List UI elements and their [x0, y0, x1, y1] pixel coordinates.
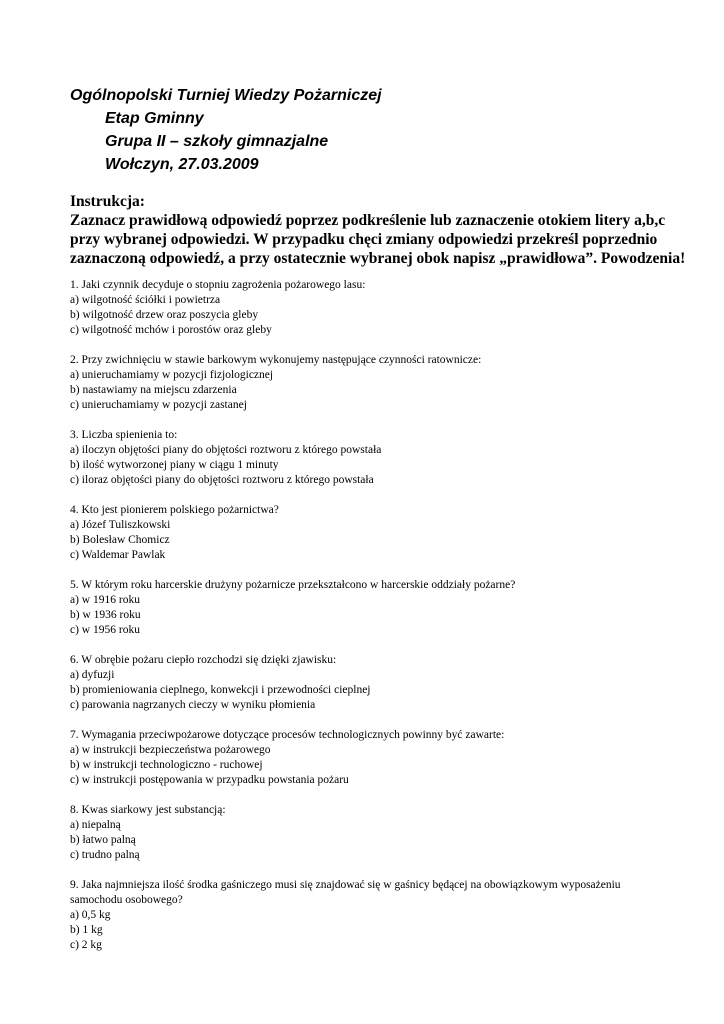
instructions-title: Instrukcja: — [70, 193, 145, 210]
answer-c[interactable]: c) Waldemar Pawlak — [70, 549, 166, 561]
answer-c[interactable]: c) w 1956 roku — [70, 624, 140, 636]
answer-c[interactable]: c) unieruchamiamy w pozycji zastanej — [70, 399, 247, 411]
answer-c[interactable]: c) w instrukcji postępowania w przypadku powstania pożaru — [70, 774, 349, 786]
answer-b[interactable]: b) promieniowania cieplnego, konwekcji i przewodności cieplnej — [70, 684, 371, 696]
answer-b[interactable]: b) Bolesław Chomicz — [70, 534, 170, 546]
instructions-line: zaznaczoną odpowiedź, a przy ostatecznie wybranej obok napisz „prawidłowa”. Powodzenia! — [70, 250, 686, 267]
header-place-date: Wołczyn, 27.03.2009 — [105, 156, 259, 173]
question-9 — [70, 878, 670, 953]
answer-b[interactable]: b) łatwo palną — [70, 834, 136, 846]
answer-a[interactable]: a) 0,5 kg — [70, 909, 111, 921]
question-text: 8. Kwas siarkowy jest substancją: — [70, 804, 226, 816]
answer-a[interactable]: a) niepalną — [70, 819, 121, 831]
question-3 — [70, 428, 670, 488]
header-group: Grupa II – szkoły gimnazjalne — [105, 133, 329, 150]
question-8 — [70, 803, 670, 863]
question-1 — [70, 278, 670, 338]
answer-c[interactable]: c) 2 kg — [70, 939, 102, 951]
answer-c[interactable]: c) iloraz objętości piany do objętości roztworu z którego powstała — [70, 474, 374, 486]
question-text: 7. Wymagania przeciwpożarowe dotyczące procesów technologicznych powinny być zawarte: — [70, 729, 505, 741]
header-title: Ogólnopolski Turniej Wiedzy Pożarniczej — [70, 87, 382, 104]
answer-b[interactable]: b) w instrukcji technologiczno - ruchowej — [70, 759, 263, 771]
document-header — [70, 84, 670, 176]
question-text: 6. W obrębie pożaru ciepło rozchodzi się dzięki zjawisku: — [70, 654, 337, 666]
answer-b[interactable]: b) w 1936 roku — [70, 609, 141, 621]
answer-b[interactable]: b) wilgotność drzew oraz poszycia gleby — [70, 309, 259, 321]
answer-a[interactable]: a) iloczyn objętości piany do objętości roztworu z którego powstała — [70, 444, 382, 456]
question-text: 1. Jaki czynnik decyduje o stopniu zagrożenia pożarowego lasu: — [70, 279, 366, 291]
question-5 — [70, 578, 670, 638]
question-2 — [70, 353, 670, 413]
answer-a[interactable]: a) Józef Tuliszkowski — [70, 519, 171, 531]
answer-a[interactable]: a) w instrukcji bezpieczeństwa pożarowego — [70, 744, 271, 756]
question-4 — [70, 503, 670, 563]
answer-c[interactable]: c) trudno palną — [70, 849, 140, 861]
answer-a[interactable]: a) w 1916 roku — [70, 594, 140, 606]
instructions-line: Zaznacz prawidłową odpowiedź poprzez podkreślenie lub zaznaczenie otokiem litery a,b,c — [70, 212, 666, 229]
answer-b[interactable]: b) nastawiamy na miejscu zdarzenia — [70, 384, 237, 396]
instructions-line: przy wybranej odpowiedzi. W przypadku chęci zmiany odpowiedzi przekreśl poprzednio — [70, 231, 658, 248]
answer-c[interactable]: c) wilgotność mchów i porostów oraz gleby — [70, 324, 272, 336]
answer-a[interactable]: a) unieruchamiamy w pozycji fizjologicznej — [70, 369, 274, 381]
answer-a[interactable]: a) dyfuzji — [70, 669, 115, 681]
question-text: 5. W którym roku harcerskie drużyny pożarnicze przekształcono w harcerskie oddziały pożarne? — [70, 579, 516, 591]
answer-a[interactable]: a) wilgotność ściółki i powietrza — [70, 294, 221, 306]
header-stage: Etap Gminny — [105, 110, 204, 127]
question-7 — [70, 728, 670, 788]
questions-list — [70, 278, 670, 953]
answer-c[interactable]: c) parowania nagrzanych cieczy w wyniku płomienia — [70, 699, 316, 711]
answer-b[interactable]: b) ilość wytworzonej piany w ciągu 1 minuty — [70, 459, 279, 471]
document-page — [70, 84, 686, 968]
instructions-block — [70, 192, 686, 268]
question-text: 4. Kto jest pionierem polskiego pożarnictwa? — [70, 504, 279, 516]
question-6 — [70, 653, 670, 713]
answer-b[interactable]: b) 1 kg — [70, 924, 103, 936]
question-text: 9. Jaka najmniejsza ilość środka gaśniczego musi się znajdować się w gaśnicy będącej na obowiązkowym wyposażeniu samochodu osobowego? — [70, 879, 621, 906]
question-text: 2. Przy zwichnięciu w stawie barkowym wykonujemy następujące czynności ratownicze: — [70, 354, 482, 366]
question-text: 3. Liczba spienienia to: — [70, 429, 178, 441]
